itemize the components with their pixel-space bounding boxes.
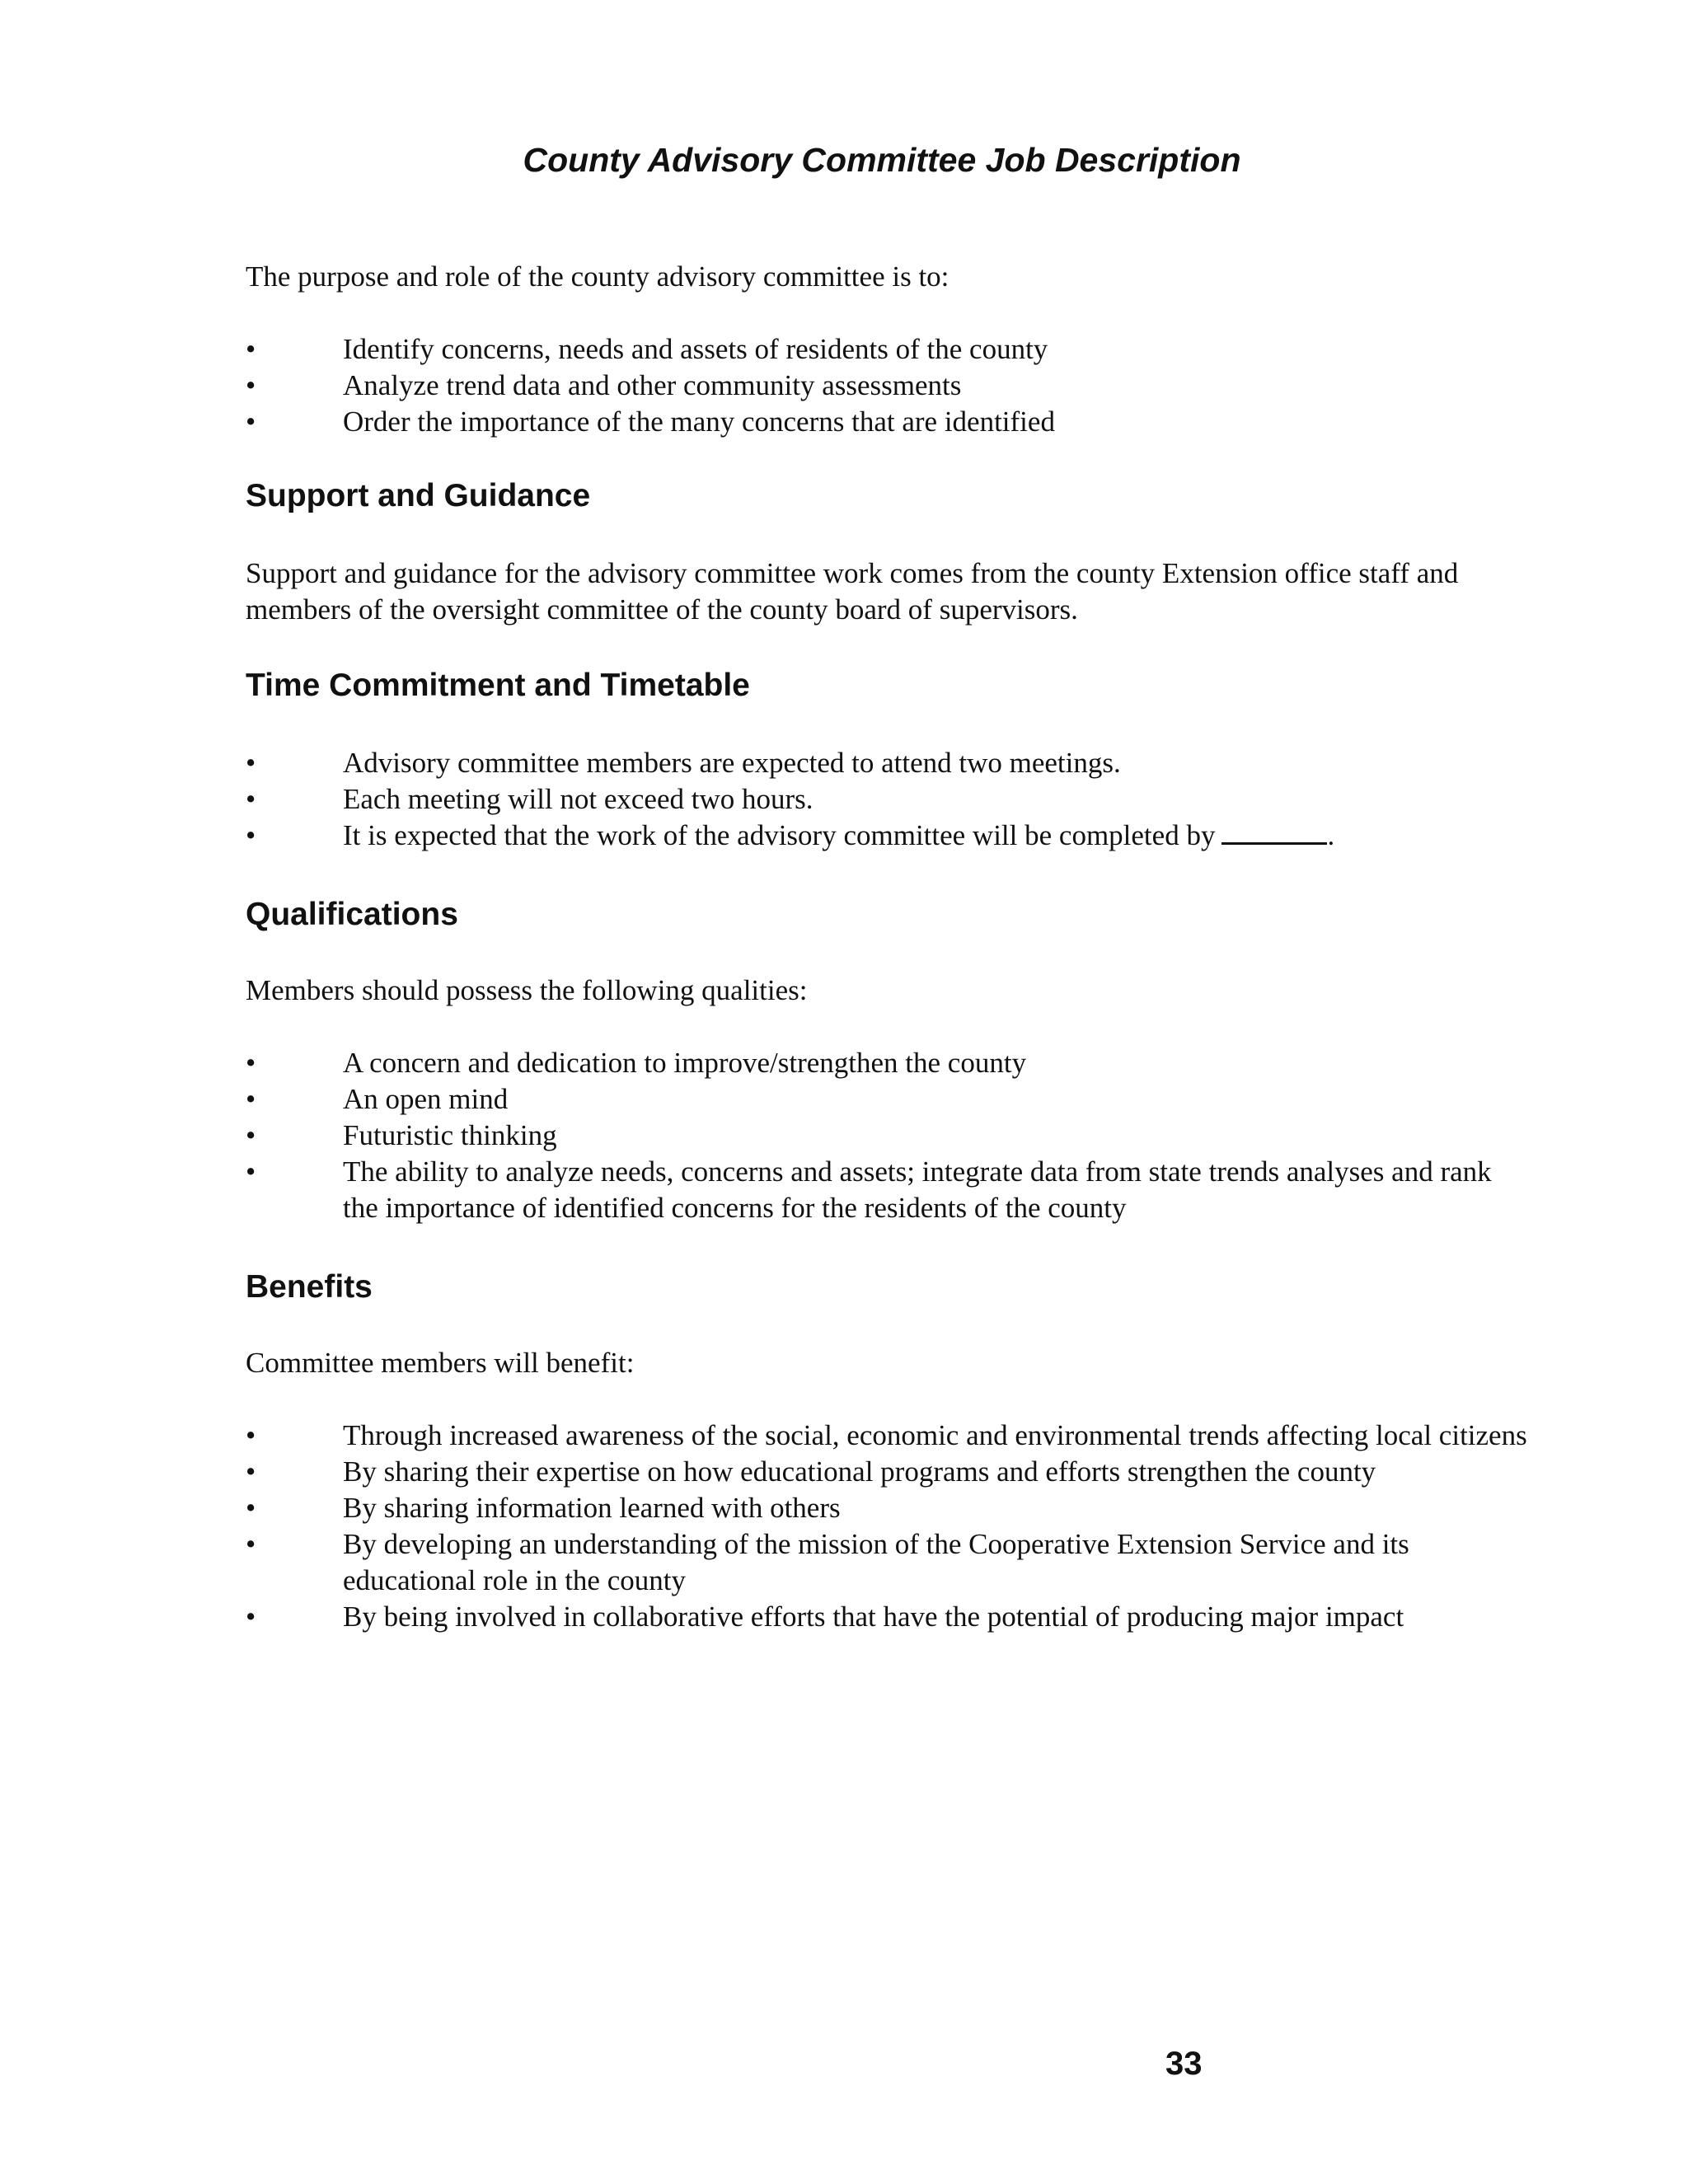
page-number: 33: [1165, 2046, 1203, 2082]
completion-date-blank: [1221, 818, 1327, 845]
benefits-heading: Benefits: [246, 1269, 373, 1305]
list-item: • The ability to analyze needs, concerns and assets; integrate data from state trends analyses and rank the importance of identified concerns for the residents of the county: [246, 1155, 1492, 1224]
list-item: • An open mind: [246, 1081, 1531, 1118]
list-item: • By sharing their expertise on how educational programs and efforts strengthen the county: [246, 1454, 1531, 1490]
bullet-icon: •: [246, 405, 256, 438]
bullet-icon: •: [246, 1047, 256, 1079]
qualifications-heading: Qualifications: [246, 897, 458, 932]
list-item: • By being involved in collaborative efforts that have the potential of producing major impact: [246, 1599, 1531, 1635]
list-item: • A concern and dedication to improve/strengthen the county: [246, 1045, 1531, 1081]
bullet-icon: •: [246, 1083, 256, 1115]
intro-text: The purpose and role of the county advisory committee is to:: [246, 260, 950, 293]
bullet-icon: •: [246, 1528, 256, 1560]
bullet-icon: •: [246, 333, 256, 365]
bullet-icon: •: [246, 1119, 256, 1151]
support-heading: Support and Guidance: [246, 478, 591, 513]
list-item: • By developing an understanding of the mission of the Cooperative Extension Service and its educational role in the county: [246, 1528, 1409, 1596]
qualifications-intro: Members should possess the following qualities:: [246, 974, 808, 1006]
qualifications-list: [246, 1045, 1531, 1226]
page-title: County Advisory Committee Job Description: [523, 141, 1241, 179]
time-heading: Time Commitment and Timetable: [246, 668, 750, 703]
list-item: • Analyze trend data and other community assessments: [246, 368, 1531, 404]
bullet-icon: •: [246, 369, 256, 401]
bullet-icon: •: [246, 1455, 256, 1488]
bullet-icon: •: [246, 1601, 256, 1633]
benefits-list: [246, 1418, 1531, 1635]
list-item: • Futuristic thinking: [246, 1118, 1531, 1154]
support-text: Support and guidance for the advisory committee work comes from the county Extension office staff and members of the oversight committee of the county board of supervisors.: [246, 557, 1459, 626]
bullet-icon: •: [246, 1492, 256, 1524]
time-list: [246, 745, 1531, 854]
bullet-icon: •: [246, 783, 256, 815]
list-item: • It is expected that the work of the advisory committee will be completed by .: [246, 818, 1531, 854]
list-item: • By sharing information learned with others: [246, 1490, 1531, 1526]
bullet-icon: •: [246, 747, 256, 779]
list-item: • Identify concerns, needs and assets of residents of the county: [246, 331, 1531, 368]
list-item: • Each meeting will not exceed two hours.: [246, 781, 1531, 818]
bullet-icon: •: [246, 1155, 256, 1188]
list-item: • Order the importance of the many concerns that are identified: [246, 404, 1531, 440]
purpose-list: [246, 331, 1531, 440]
bullet-icon: •: [246, 819, 256, 851]
list-item: • Advisory committee members are expected to attend two meetings.: [246, 745, 1531, 781]
list-item: • Through increased awareness of the social, economic and environmental trends affecting local citizens: [246, 1418, 1531, 1454]
benefits-intro: Committee members will benefit:: [246, 1347, 635, 1379]
bullet-icon: •: [246, 1419, 256, 1451]
